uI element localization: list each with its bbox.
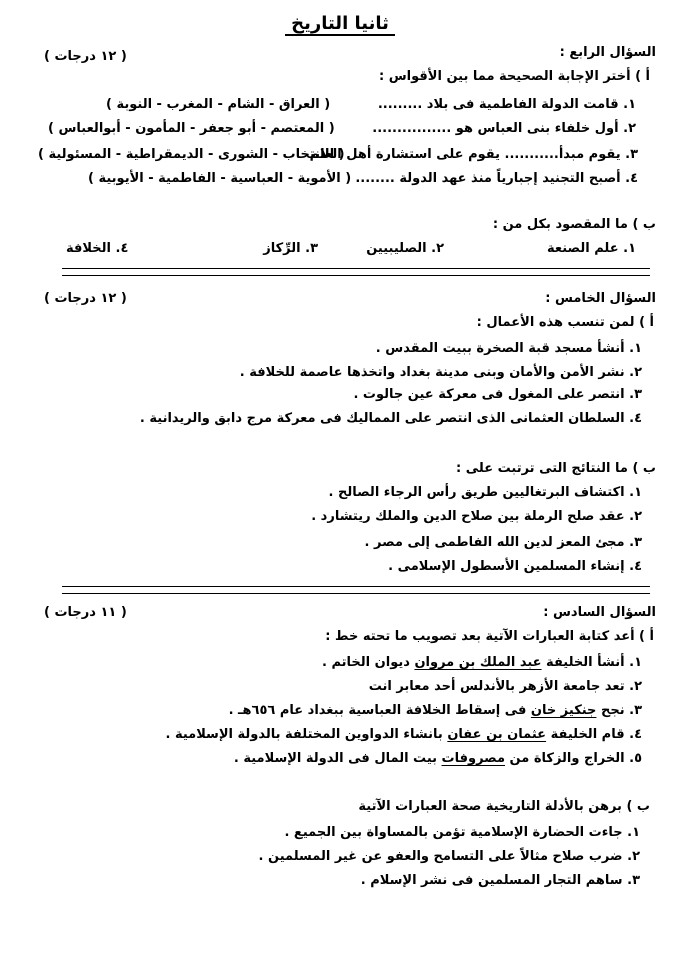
q6-part-a: أ ) أعد كتابة العبارات الآتية بعد تصويب ما تحته خط : [325, 629, 654, 644]
q6-item-5: ٥. الخراج والزكاة من مصروفات بيت المال فى الدولة الإسلامية . [233, 751, 642, 766]
q4-marks: ( ١٢ درجات ) [44, 49, 127, 64]
q4-heading: السؤال الرابع : [559, 45, 656, 60]
q5-b-item-3: ٣. مجئ المعز لدين الله الفاطمى إلى مصر . [364, 535, 642, 550]
q6-b-item-3: ٣. ساهم التجار المسلمين فى نشر الإسلام . [360, 873, 640, 888]
q4-part-b: ب ) ما المقصود بكل من : [492, 217, 656, 232]
q4-item-4: ٤. أصبح التجنيد إجبارياً منذ عهد الدولة ........ [355, 171, 638, 186]
q6-item-1: ١. أنشأ الخليفة عبد الملك بن مروان ديوان الخاتم . [322, 655, 642, 670]
q4-part-a: أ ) أختر الإجابة الصحيحة مما بين الأقواس : [379, 69, 650, 84]
q4-term-4: ٤. الخلافة [66, 241, 129, 256]
q5-item-4: ٤. السلطان العثمانى الذى انتصر على المماليك فى معركة مرج دابق والريدانية . [139, 411, 642, 426]
q5-b-item-1: ١. اكتشاف البرتغاليين طريق رأس الرجاء الصالح . [328, 485, 642, 500]
q4-terms [66, 240, 644, 258]
section-title: ثانيا التاريخ [0, 12, 680, 36]
q4-item-2: ٢. أول خلفاء بنى العباس هو ................ [372, 121, 636, 136]
q6-b-item-2: ٢. ضرب صلاح مثالاً على التسامح والعفو عن غير المسلمين . [258, 849, 640, 864]
q4-term-1: ١. علم الصنعة [547, 241, 636, 256]
q5-item-3: ٣. انتصر على المغول فى معركة عين جالوت . [353, 387, 642, 402]
q5-marks: ( ١٢ درجات ) [44, 291, 127, 306]
q5-b-item-2: ٢. عقد صلح الرملة بين صلاح الدين والملك ريتشارد . [311, 509, 642, 524]
q4-term-2: ٢. الصليبيين [366, 241, 444, 256]
q6-item-4: ٤. قام الخليفة عثمان بن عفان بانشاء الدواوين المختلفة بالدولة الإسلامية . [165, 727, 642, 742]
q5-item-2: ٢. نشر الأمن والأمان وبنى مدينة بغداد واتخذها عاصمة للخلافة . [239, 365, 642, 380]
q4-item-1: ١. قامت الدولة الفاطمية فى بلاد ......... [377, 97, 636, 112]
q4-choices-2: ( المعتصم - أبو جعفر - المأمون - أبوالعباس ) [48, 121, 335, 136]
q4-term-3: ٣. الرِّكاز [263, 241, 318, 256]
q4-choices-3: ( الانتخاب - الشورى - الديمقراطية - المسئولية ) [38, 147, 345, 162]
q6-item-2: ٢. تعد جامعة الأزهر بالأندلس أحد معابر انت [368, 679, 642, 694]
q6-item-5-underlined: مصروفات [441, 751, 506, 766]
q5-part-a: أ ) لمن تنسب هذه الأعمال : [476, 315, 654, 330]
q6-marks: ( ١١ درجات ) [44, 605, 127, 620]
q4-item-3: ٣. يقوم مبدأ........... يقوم على استشارة أهل العلم [309, 147, 638, 162]
divider [62, 586, 650, 594]
q4-choices-1: ( العراق - الشام - المغرب - النوبة ) [106, 97, 331, 112]
q5-part-b: ب ) ما النتائج التى ترتبت على : [456, 461, 656, 476]
q6-item-4-underlined: عثمان بن عفان [447, 727, 547, 742]
q6-b-item-1: ١. جاءت الحضارة الإسلامية تؤمن بالمساواة بين الجميع . [284, 825, 640, 840]
q6-part-b: ب ) برهن بالأدلة التاريخية صحة العبارات الآتية [358, 799, 650, 814]
q5-item-1: ١. أنشأ مسجد قبة الصخرة ببيت المقدس . [375, 341, 642, 356]
divider [62, 268, 650, 276]
q6-item-1-underlined: عبد الملك بن مروان [414, 655, 542, 670]
q4-choices-4: ( الأموية - العباسية - الفاطمية - الأيوبية ) [88, 171, 352, 186]
q6-item-3: ٣. نجح جنكيز خان فى إسقاط الخلافة العباسية ببغداد عام ٦٥٦هـ . [228, 703, 642, 718]
q5-b-item-4: ٤. إنشاء المسلمين الأسطول الإسلامى . [388, 559, 642, 574]
q6-item-3-underlined: جنكيز خان [530, 703, 597, 718]
q6-heading: السؤال السادس : [543, 605, 656, 620]
q5-heading: السؤال الخامس : [545, 291, 656, 306]
